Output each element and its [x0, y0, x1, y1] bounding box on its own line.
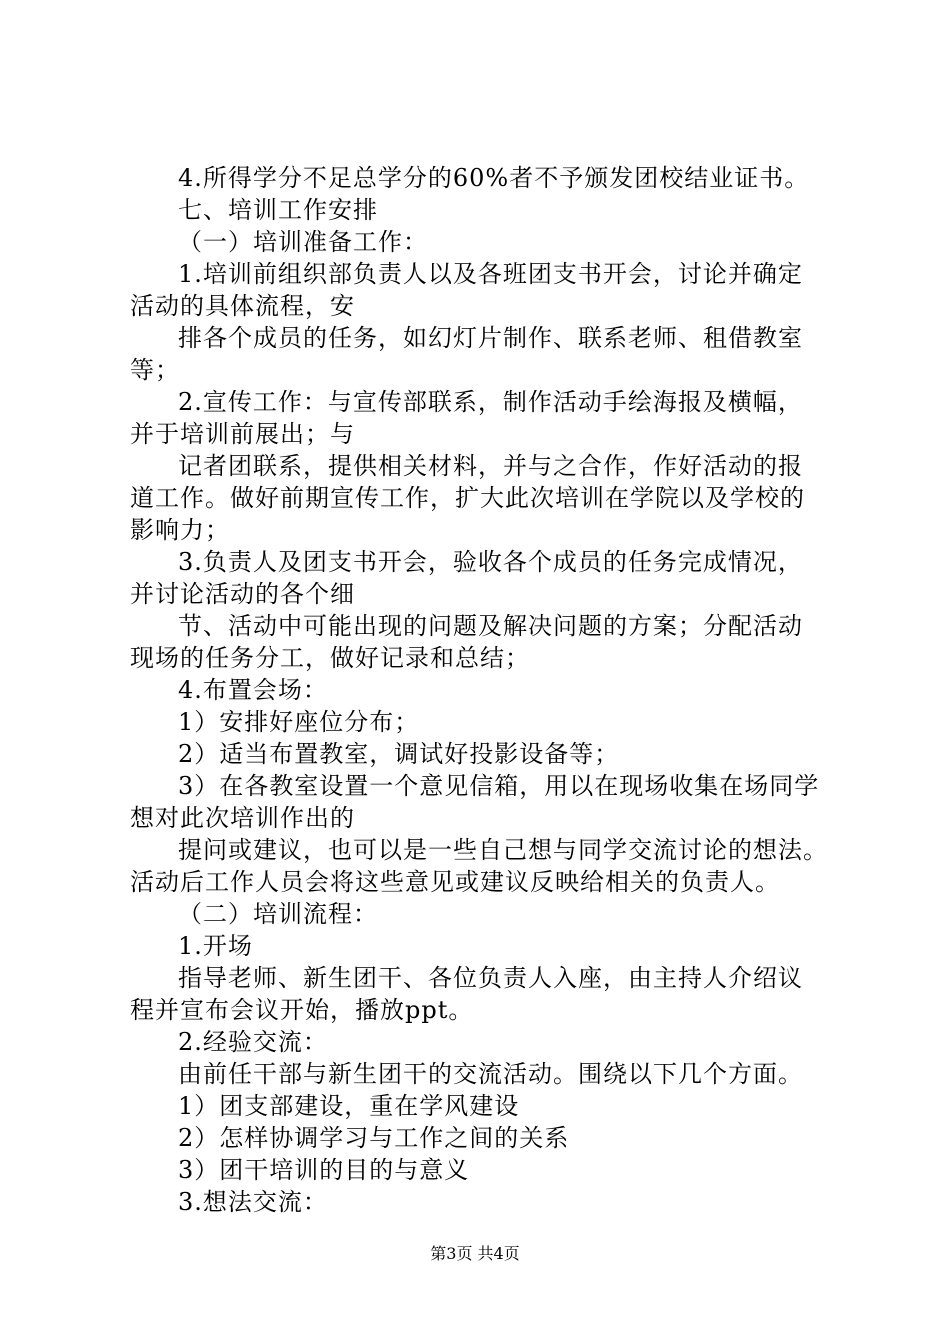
text-line: 2）怎样协调学习与工作之间的关系 [178, 1124, 570, 1152]
text-line: 等； [130, 356, 180, 384]
text-line: 记者团联系，提供相关材料，并与之合作，作好活动的报 [178, 452, 803, 480]
text-line: 3）在各教室设置一个意见信箱，用以在现场收集在场同学 [178, 772, 820, 800]
text-line: 2）适当布置教室，调试好投影设备等； [178, 740, 620, 768]
text-line: 3）团干培训的目的与意义 [178, 1156, 470, 1184]
subsection-heading: （一）培训准备工作： [178, 228, 428, 256]
text-line: 2.宣传工作：与宣传部联系，制作活动手绘海报及横幅， [178, 388, 803, 416]
text-line: 并于培训前展出；与 [130, 420, 355, 448]
text-line: 道工作。做好前期宣传工作，扩大此次培训在学院以及学校的 [130, 484, 805, 512]
text-line: 并讨论活动的各个细 [130, 580, 355, 608]
text-line: 活动的具体流程，安 [130, 292, 355, 320]
text-line: 1.开场 [178, 932, 253, 960]
text-line: 1.培训前组织部负责人以及各班团支书开会，讨论并确定 [178, 260, 803, 288]
text-line: 1）团支部建设，重在学风建设 [178, 1092, 520, 1120]
text-line: 指导老师、新生团干、各位负责人入座，由主持人介绍议 [178, 964, 803, 992]
text-line: 影响力； [130, 516, 230, 544]
text-line: 排各个成员的任务，如幻灯片制作、联系老师、租借教室 [178, 324, 803, 352]
text-line: 活动后工作人员会将这些意见或建议反映给相关的负责人。 [130, 868, 780, 896]
text-line: 由前任干部与新生团干的交流活动。围绕以下几个方面。 [178, 1060, 803, 1088]
text-line: 4.布置会场： [178, 676, 328, 704]
text-line: 1）安排好座位分布； [178, 708, 420, 736]
text-line: 程并宣布会议开始，播放ppt。 [130, 996, 474, 1024]
text-line: 现场的任务分工，做好记录和总结； [130, 644, 530, 672]
subsection-heading: （二）培训流程： [178, 900, 378, 928]
document-body [130, 162, 840, 1218]
text-line: 3.想法交流： [178, 1188, 328, 1216]
text-line: 提问或建议，也可以是一些自己想与同学交流讨论的想法。 [178, 836, 828, 864]
text-line: 2.经验交流： [178, 1028, 328, 1056]
page-number-footer: 第3页 共4页 [430, 1244, 520, 1263]
text-line: 3.负责人及团支书开会，验收各个成员的任务完成情况， [178, 548, 803, 576]
text-line: 节、活动中可能出现的问题及解决问题的方案；分配活动 [178, 612, 803, 640]
section-heading: 七、培训工作安排 [178, 196, 378, 224]
text-line: 想对此次培训作出的 [130, 804, 355, 832]
text-line: 4.所得学分不足总学分的60%者不予颁发团校结业证书。 [178, 164, 810, 192]
